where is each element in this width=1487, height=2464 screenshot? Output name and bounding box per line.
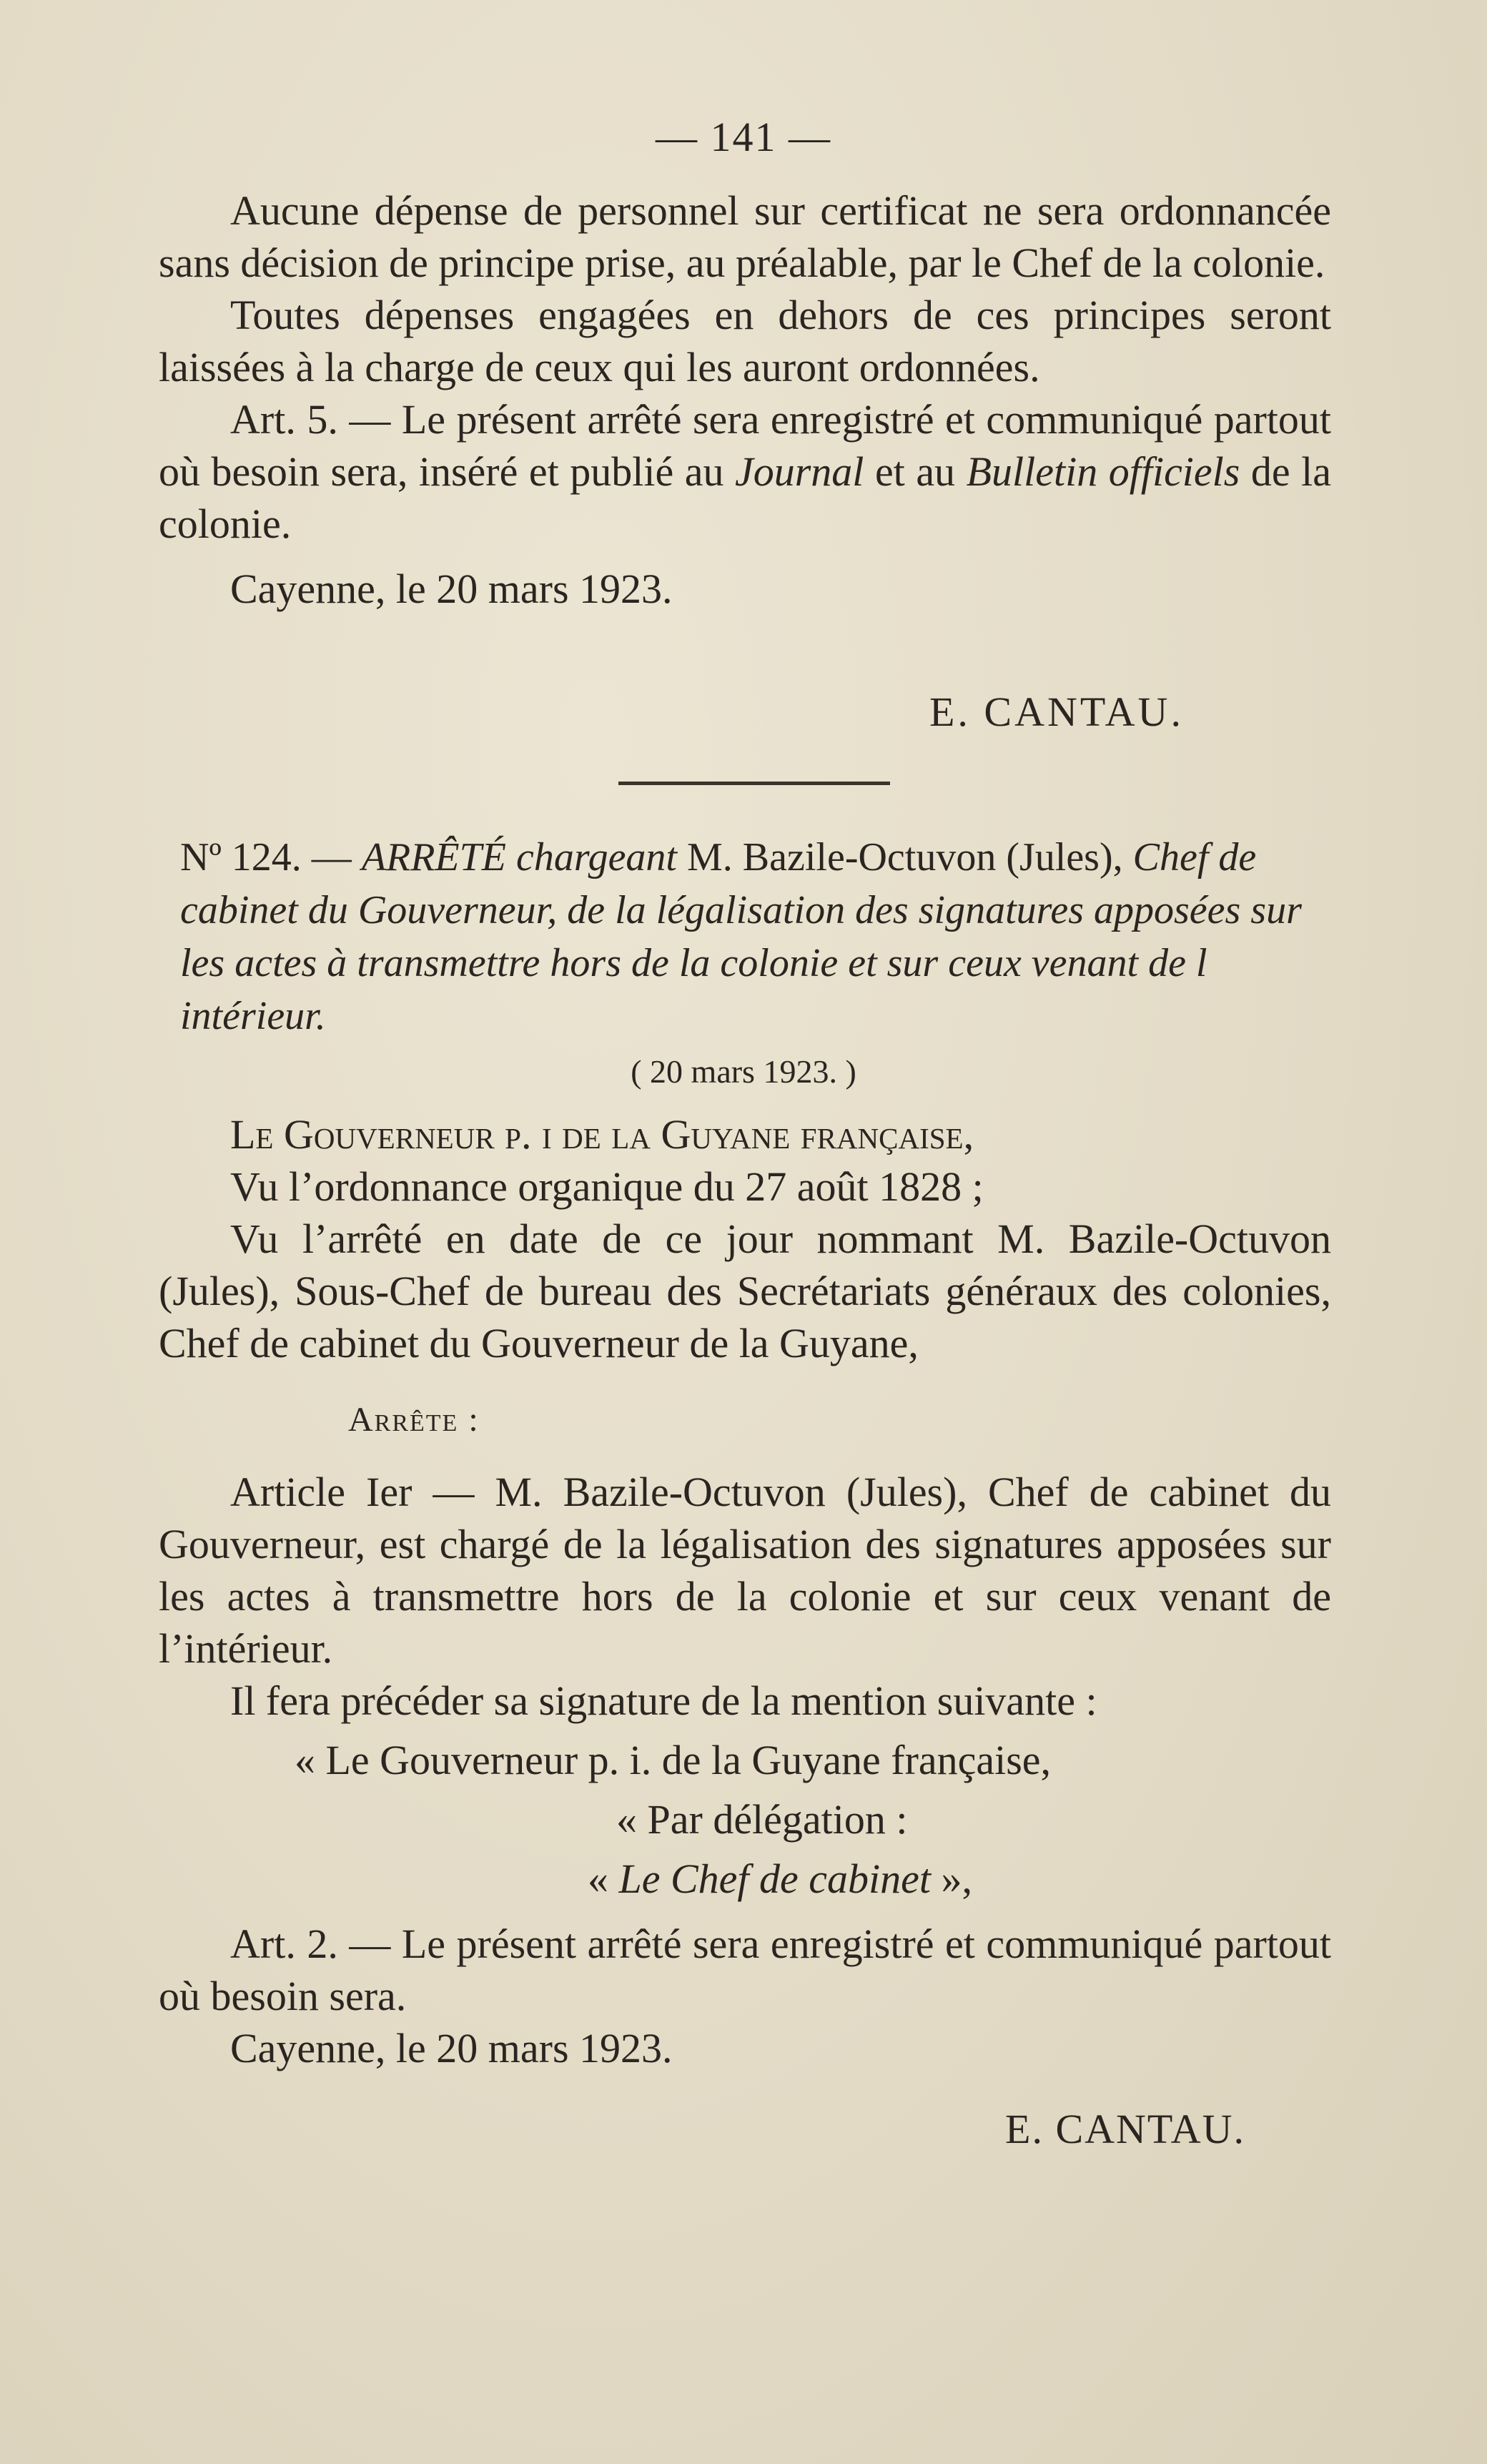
decree-title-italic-2: Chef de cabinet du Gouverneur, de la légalisation des signatures apposées sur les actes à transmettre hors de la colonie et sur ceux venant de l intérieur. — [180, 835, 1302, 1038]
decree-number: Nº 124. — — [180, 835, 362, 879]
quote3-close: », — [931, 1856, 973, 1902]
decree-body — [159, 1108, 1331, 2155]
decree-title-italic-1: ARRÊTÉ chargeant — [361, 835, 677, 879]
separator-rule — [618, 782, 890, 785]
article-2: Art. 2. — Le présent arrêté sera enregistré et communiqué partout où besoin sera. — [159, 1921, 1331, 2019]
quote-governor: « Le Gouverneur p. i. de la Guyane française, — [295, 1737, 1052, 1783]
decree-date: ( 20 mars 1923. ) — [631, 1053, 856, 1090]
place-date-1: Cayenne, le 20 mars 1923. — [230, 566, 673, 612]
article-5-and: et au — [864, 448, 967, 495]
signature-2: E. CANTAU. — [1005, 2106, 1245, 2152]
previous-decree-ending — [159, 184, 1331, 615]
paragraph-expense-charge: Toutes dépenses engagées en dehors de ces principes seront laissées à la charge de ceux qui les auront ordonnées. — [159, 292, 1331, 390]
mention-line: Il fera précéder sa signature de la mention suivante : — [230, 1677, 1097, 1724]
article-5-text: Art. 5. — Le présent arrêté sera enregistré et communiqué partout où besoin sera, inséré et publié au — [159, 396, 1331, 495]
quote3-open: « — [588, 1856, 619, 1902]
governor-line: Le Gouverneur p. i de la Guyane française, — [230, 1111, 974, 1158]
signature-1: E. CANTAU. — [929, 689, 1184, 735]
decree-title — [180, 831, 1331, 1043]
article-5-end: de la colonie. — [159, 448, 1331, 547]
article-1: Article Ier — M. Bazile-Octuvon (Jules), Chef de cabinet du Gouverneur, est chargé de la légalisation des signatures apposées sur les actes à transmettre hors de la colonie et sur ceux venant de l’intérieur. — [159, 1469, 1331, 1672]
quote-delegation: « Par délégation : — [616, 1796, 908, 1843]
paragraph-expense-rule: Aucune dépense de personnel sur certificat ne sera ordonnancée sans décision de principe prise, au préalable, par le Chef de la colonie. — [159, 187, 1331, 286]
vu-ordonnance: Vu l’ordonnance organique du 27 août 1828 ; — [230, 1163, 984, 1210]
decree-title-text — [180, 831, 1331, 1043]
place-date-2: Cayenne, le 20 mars 1923. — [230, 2025, 673, 2071]
quote-chef-cabinet — [159, 1853, 1331, 1905]
journal-italic: Journal — [734, 448, 864, 495]
bulletin-italic: Bulletin officiels — [966, 448, 1240, 495]
page-number: — 141 — — [656, 114, 831, 160]
quote3-italic: Le Chef de cabinet — [618, 1856, 932, 1902]
paragraph-article-5 — [159, 393, 1331, 550]
vu-arrete: Vu l’arrêté en date de ce jour nommant M. Bazile-Octuvon (Jules), Sous-Chef de bureau des Secrétariats généraux des colonies, Chef de cabinet du Gouverneur de la Guyane, — [159, 1216, 1331, 1366]
decree-title-normal: M. Bazile-Octuvon (Jules), — [676, 835, 1133, 879]
arrete-heading: Arrête : — [348, 1401, 480, 1439]
